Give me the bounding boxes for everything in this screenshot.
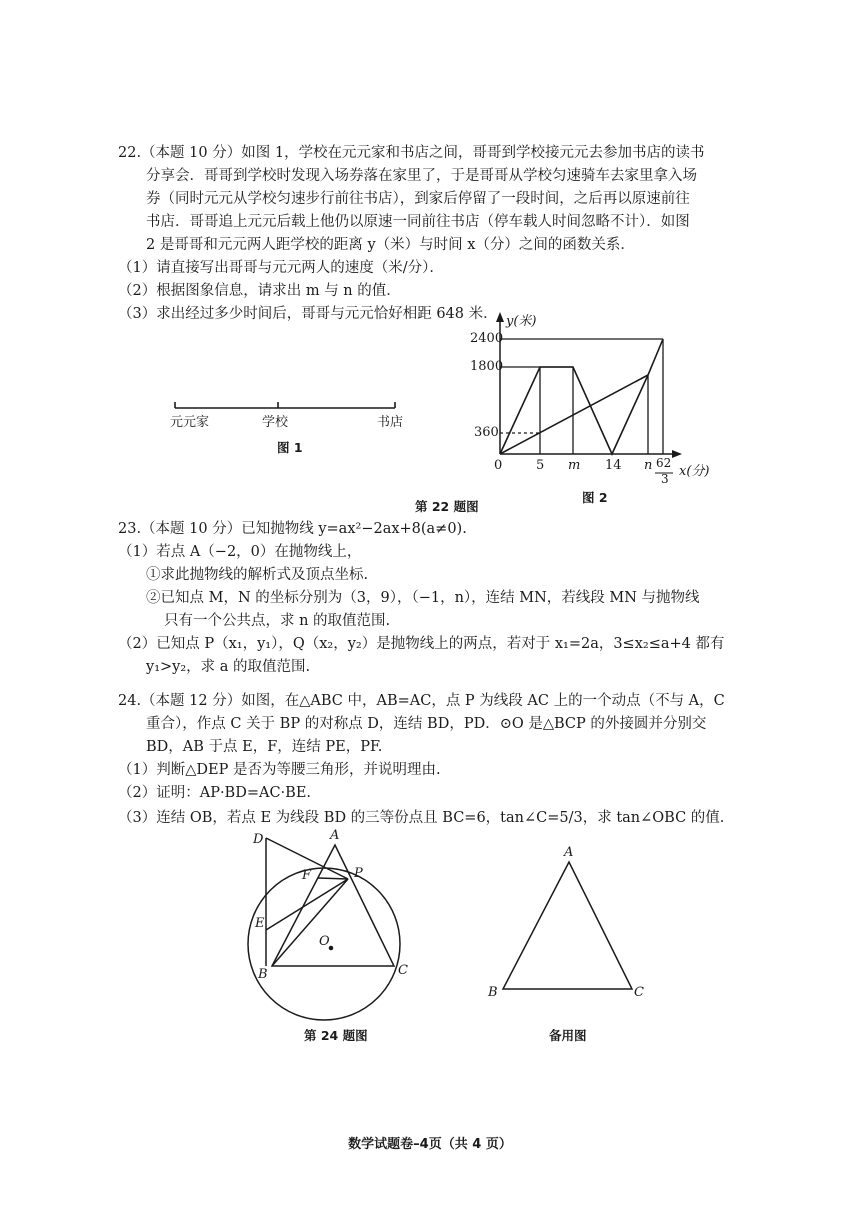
fig24-label-F: F (302, 868, 312, 883)
fig24-label-E: E (255, 916, 265, 931)
fig24-label-C: C (398, 963, 408, 978)
fig2-y-axis-label: y(米) (506, 314, 537, 329)
q24-part-2: （2）证明：AP·BD=AC·BE. (118, 785, 312, 801)
q23-part-2-cont: y₁>y₂，求 a 的取值范围. (146, 659, 311, 675)
q22-part-2: （2）根据图象信息，请求出 m 与 n 的值． (118, 283, 401, 299)
q23-part-2: （2）已知点 P（x₁，y₁），Q（x₂，y₂）是抛物线上的两点，若对于 x₁=2a，3≤x₂≤a+4 都有 (118, 636, 725, 652)
q24-line-2: 重合），作点 C 关于 BP 的对称点 D，连结 BD，PD．⊙O 是△BCP 的外接圆并分别交 (146, 716, 707, 732)
fig24-label-D: D (253, 832, 264, 847)
fig1-label-store: 书店 (377, 415, 404, 430)
fig2-tick-360: 360 (474, 425, 499, 440)
fig2-caption: 图 2 (582, 490, 608, 505)
page-footer: 数学试题卷–4页（共 4 页） (348, 1137, 512, 1152)
q24-line-3: BD，AB 于点 E，F，连结 PE，PF. (146, 739, 383, 755)
fig24-label-O: O (319, 934, 330, 949)
spare-label-B: B (488, 985, 498, 1000)
q23-part-1-sub-1: ①求此抛物线的解析式及顶点坐标. (146, 567, 369, 583)
fig1-label-home: 元元家 (170, 415, 210, 430)
q23-line-1: 23.（本题 10 分）已知抛物线 y=ax²−2ax+8(a≠0). (118, 521, 467, 537)
fig2-tick-n: n (644, 458, 653, 473)
q24-line-1: 24.（本题 12 分）如图，在△ABC 中，AB=AC，点 P 为线段 AC 上的一个动点（不与 A，C (118, 693, 725, 709)
spare-caption: 备用图 (549, 1028, 587, 1043)
fig24-label-P: P (354, 866, 363, 881)
q22-line-4: 书店．哥哥追上元元后载上他仍以原速一同前往书店（停车载人时间忽略不计）．如图 (146, 214, 690, 230)
fig2-tick-14: 14 (605, 458, 622, 473)
fig24-label-B: B (258, 967, 268, 982)
q23-part-1: （1）若点 A（−2，0）在抛物线上， (118, 544, 362, 560)
fig2-tick-62-numerator: 62 (656, 456, 672, 470)
fig2-x-axis-label: x(分) (679, 464, 710, 479)
q24-part-3: （3）连结 OB，若点 E 为线段 BD 的三等份点且 BC=6，tan∠C=5/3，求 tan∠OBC 的值. (118, 810, 725, 826)
q22-line-5: 2 是哥哥和元元两人距学校的距离 y（米）与时间 x（分）之间的函数关系． (146, 237, 635, 253)
fig2-tick-2400: 2400 (470, 331, 504, 346)
spare-label-A: A (564, 845, 574, 860)
q22-line-3: 券（同时元元从学校匀速步行前往书店），到家后停留了一段时间，之后再以原速前往 (146, 191, 690, 207)
fig2-tick-1800: 1800 (470, 359, 504, 374)
fig2-tick-62-denominator: 3 (661, 472, 669, 486)
q22-line-2: 分享会．哥哥到学校时发现入场券落在家里了，于是哥哥从学校匀速骑车去家里拿入场 (146, 168, 697, 184)
q23-part-1-sub-2: ②已知点 M，N 的坐标分别为（3，9），（−1，n），连结 MN，若线段 MN 与抛物线 (146, 590, 700, 606)
q24-part-1: （1）判断△DEP 是否为等腰三角形，并说明理由. (118, 762, 441, 778)
fig1-label-school: 学校 (262, 415, 289, 430)
q22-figure-caption: 第 22 题图 (415, 499, 479, 514)
fig24-label-A: A (330, 828, 340, 843)
fig24-caption: 第 24 题图 (304, 1028, 368, 1043)
q22-part-3: （3）求出经过多少时间后，哥哥与元元恰好相距 648 米． (118, 306, 498, 322)
fig2-tick-m: m (568, 458, 581, 473)
fig1-caption: 图 1 (277, 440, 303, 455)
spare-label-C: C (634, 985, 644, 1000)
fig2-origin: 0 (494, 458, 503, 473)
q23-part-1-sub-2-cont: 只有一个公共点，求 n 的取值范围. (164, 613, 391, 629)
q22-line-1: 22.（本题 10 分）如图 1，学校在元元家和书店之间，哥哥到学校接元元去参加书店的读书 (118, 145, 705, 161)
fig2-tick-5: 5 (536, 458, 545, 473)
q22-part-1: （1）请直接写出哥哥与元元两人的速度（米/分）． (118, 260, 444, 276)
